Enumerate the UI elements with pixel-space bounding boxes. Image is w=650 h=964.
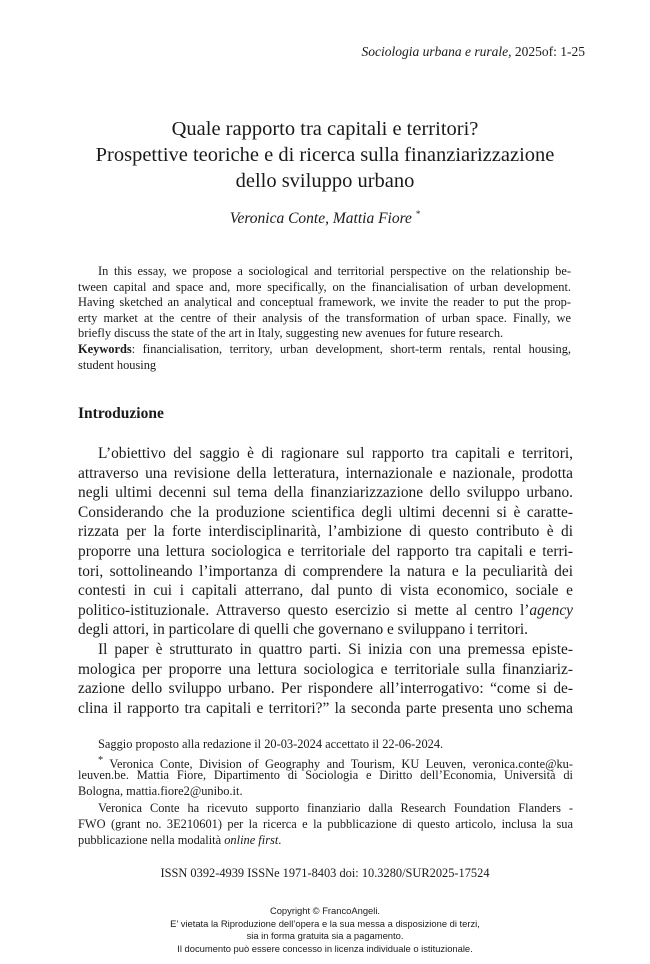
journal-reference: , 2025of: 1-25: [508, 44, 585, 59]
body-line: rizzata per la forte interdisciplinarità, l’ambizione di questo contributo è di: [78, 523, 573, 541]
article-title: [60, 116, 590, 194]
body-line: zazione dello sviluppo urbano. Per rispondere all’interrogativo: “come si de-: [78, 680, 573, 698]
funding-text: pubblicazione nella modalità: [78, 832, 225, 847]
abstract-line: briefly discuss the state of the art in Italy, suggesting new avenues for future research.: [78, 326, 504, 341]
body-line: proporre una lettura sociologica e territoriale del rapporto tra capitali e terri-: [78, 542, 573, 560]
copyright-line: Copyright © FrancoAngeli.: [269, 905, 381, 916]
italic-term: online first: [224, 832, 279, 847]
body-line: negli ultimi decenni sul tema della finanziarizzazione dello sviluppo urbano.: [78, 484, 573, 502]
body-line: [78, 601, 573, 621]
affiliation-line: [78, 753, 573, 769]
copyright-line: Il documento può essere concesso in licenza individuale o istituzionale.: [177, 942, 473, 954]
body-line: attraverso una revisione della letteratura, internazionale e nazionale, prodotta: [78, 464, 573, 482]
body-line: contesti in cui i capitali atterrano, dal punto di vista economico, sociale e: [78, 582, 573, 600]
body-line: degli attori, in particolare di quelli che governano e sviluppano i territori.: [78, 621, 529, 639]
issn-doi-line: ISSN 0392-4939 ISSNe 1971-8403 doi: 10.3280/SUR2025-17524: [160, 866, 490, 880]
copyright-line: E’ vietata la Riproduzione dell’opera e la sua messa a disposizione di terzi,: [170, 917, 480, 929]
copyright-line: sia in forma gratuita sia a pagamento.: [246, 930, 404, 942]
keywords-line: [78, 342, 571, 358]
funding-line: FWO (grant no. 3E210601) per la ricerca e la pubblicazione di questo articolo, inclusa la sua: [78, 816, 573, 831]
body-line: Il paper è strutturato in quattro parti. Si inizia con una premessa episte-: [98, 640, 573, 658]
funding-line: [78, 833, 573, 849]
journal-name: Sociologia urbana e rurale: [361, 44, 509, 59]
abstract-line: In this essay, we propose a sociological and territorial perspective on the relationship be-: [98, 264, 571, 278]
author-footnote-mark: *: [415, 209, 421, 219]
keywords-text: : financialisation, territory, urban development, short-term rentals, rental housing,: [131, 341, 571, 356]
affiliation-text: Veronica Conte, Division of Geography and Tourism, KU Leuven, veronica.conte@ku-: [103, 756, 573, 771]
keywords-line: student housing: [78, 357, 157, 372]
copyright-notice: [0, 905, 650, 955]
body-text-run: politico-istituzionale. Attraverso questo esercizio si mette al centro l’: [78, 601, 530, 619]
italic-term: agency: [529, 601, 573, 619]
funding-text: .: [278, 832, 282, 847]
abstract: [78, 264, 571, 373]
body-line: mologica per proporre una lettura sociologica e territoriale sulla finanziariz-: [78, 660, 573, 678]
title-line: Quale rapporto tra capitali e territori?: [171, 118, 479, 140]
keywords-label: Keywords: [78, 341, 132, 356]
body-text: [78, 444, 573, 718]
footnotes: [78, 737, 573, 848]
title-line: dello sviluppo urbano: [235, 170, 415, 192]
body-line: clina il rapporto tra capitali e territori?” la seconda parte presenta uno schema: [78, 699, 573, 717]
body-line: Considerando che la produzione scientifica degli ultimi decenni si è caratte-: [78, 503, 573, 521]
title-line: Prospettive teoriche e di ricerca sulla finanziarizzazione: [95, 144, 555, 166]
article-authors: [60, 209, 590, 228]
body-line: tori, sottolineando l’importanza di comprendere la natura e la peculiarità dei: [78, 562, 573, 580]
affiliation-line: leuven.be. Mattia Fiore, Dipartimento di Sociologia e Diritto dell’Economia, Università di: [78, 768, 573, 783]
affiliation-mark: *: [98, 754, 104, 766]
section-heading: Introduzione: [78, 405, 164, 422]
abstract-line: tween capital and space and, more specifically, on the financialisation of urban development.: [78, 279, 571, 294]
funding-line: Veronica Conte ha ricevuto supporto finanziario dalla Research Foundation Flanders -: [98, 801, 573, 816]
affiliation-line: Bologna, mattia.fiore2@unibo.it.: [78, 783, 243, 798]
journal-header: [362, 44, 586, 60]
abstract-line: Having sketched an analytical and conceptual framework, we invite the reader to put the prop-: [78, 295, 571, 310]
abstract-line: erty market at the centre of their analysis of the transformation of urban space. Finally, we: [78, 310, 571, 325]
author-names: Veronica Conte, Mattia Fiore: [229, 210, 412, 228]
body-line: L’obiettivo del saggio è di ragionare sul rapporto tra capitali e territori,: [98, 445, 573, 462]
submission-note: Saggio proposto alla redazione il 20-03-2024 accettato il 22-06-2024.: [98, 737, 444, 751]
